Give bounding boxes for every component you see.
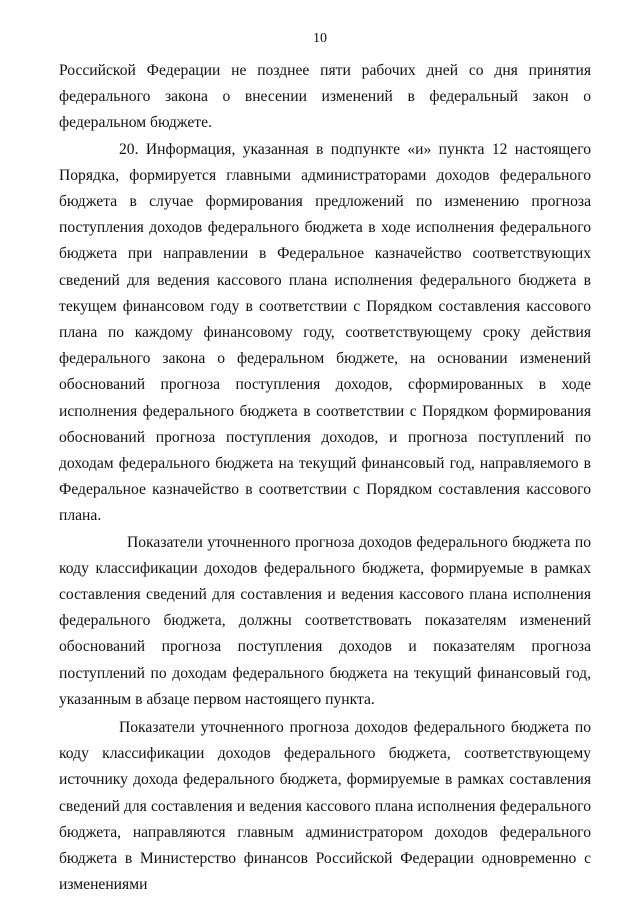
paragraph-forecast-submission: Показатели уточненного прогноза доходов федерального бюджета по коду классификации доходов федерального бюджета, соответствующему источнику дохода федерального бюджета, формируемые в рамках составления сведений для составления и ведения кассового плана исполнения федерального бюджета, направляются главным администратором доходов федерального бюджета в Министерство финансов Российской Федерации одновременно с изменениями (59, 719, 591, 894)
paragraph-continuation: Российской Федерации не позднее пяти рабочих дней со дня принятия федерального закона о внесении изменений в федеральный закон о федеральном бюджете. (59, 62, 591, 132)
document-body (59, 58, 591, 899)
paragraph-forecast-indicators: Показатели уточненного прогноза доходов федерального бюджета по коду классификации доходов федерального бюджета, формируемые в рамках составления сведений для составления и ведения кассового плана исполнения федерального бюджета, должны соответствовать показателям изменений обоснований прогноза поступления доходов и показателям прогноза поступлений по доходам федерального бюджета на текущий финансовый год, указанным в абзаце первом настоящего пункта. (59, 533, 591, 708)
page-number: 10 (313, 31, 327, 46)
paragraph-item-20: 20. Информация, указанная в подпункте «и» пункта 12 настоящего Порядка, формируется главными администраторами доходов федерального бюджета в случае формирования предложений по изменению прогноза поступления доходов федерального бюджета в ходе исполнения федерального бюджета при направлении в Федеральное казначейство соответствующих сведений для ведения кассового плана исполнения федерального бюджета в текущем финансовом году в соответствии с Порядком составления кассового плана по каждому финансовому году, соответствующему сроку действия федерального закона о федеральном бюджете, на основании изменений обоснований прогноза поступления доходов, сформированных в ходе исполнения федерального бюджета в соответствии с Порядком формирования обоснований прогноза поступления доходов, и прогноза поступлений по доходам федерального бюджета на текущий финансовый год, направляемого в Федеральное казначейство в соответствии с Порядком составления кассового плана. (59, 140, 591, 525)
